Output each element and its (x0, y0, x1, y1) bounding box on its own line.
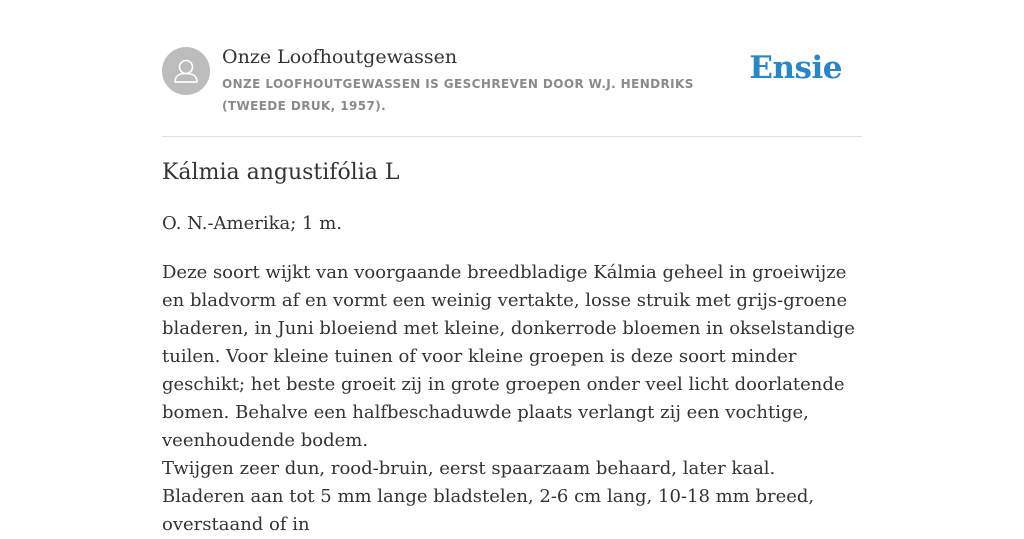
source-header (162, 0, 862, 137)
user-avatar-icon[interactable] (162, 47, 210, 95)
ensie-logo[interactable]: Ensie (749, 50, 842, 86)
source-title[interactable]: Onze Loofhoutgewassen (222, 46, 458, 68)
entry-paragraph: Deze soort wijkt van voorgaande breedbladige Kálmia geheel in groeiwijze en bladvorm af en vormt een weinig vertakte, losse struik met grijs-groene bladeren, in Juni bloeiend met kleine, donkerrode bloemen in okselstandige tuilen. Voor kleine tuinen of voor kleine groepen is deze soort minder geschikt; het beste groeit zij in grote groepen onder veel licht doorlatende bomen. Behalve een halfbeschaduwde plaats verlangt zij een vochtige, veenhoudende bodem. (162, 262, 855, 451)
entry-paragraph: Twijgen zeer dun, rood-bruin, eerst spaarzaam behaard, later kaal. Bladeren aan tot 5 mm lange bladstelen, 2-6 cm lang, 10-18 mm breed, overstaand of in (162, 458, 815, 535)
page-content (162, 0, 862, 535)
entry-title: Kálmia angustifólia L (162, 160, 400, 185)
entry-meta: O. N.-Amerika; 1 m. (162, 213, 343, 234)
source-description: ONZE LOOFHOUTGEWASSEN IS GESCHREVEN DOOR W.J. HENDRIKS (TWEEDE DRUK, 1957). (222, 77, 694, 113)
